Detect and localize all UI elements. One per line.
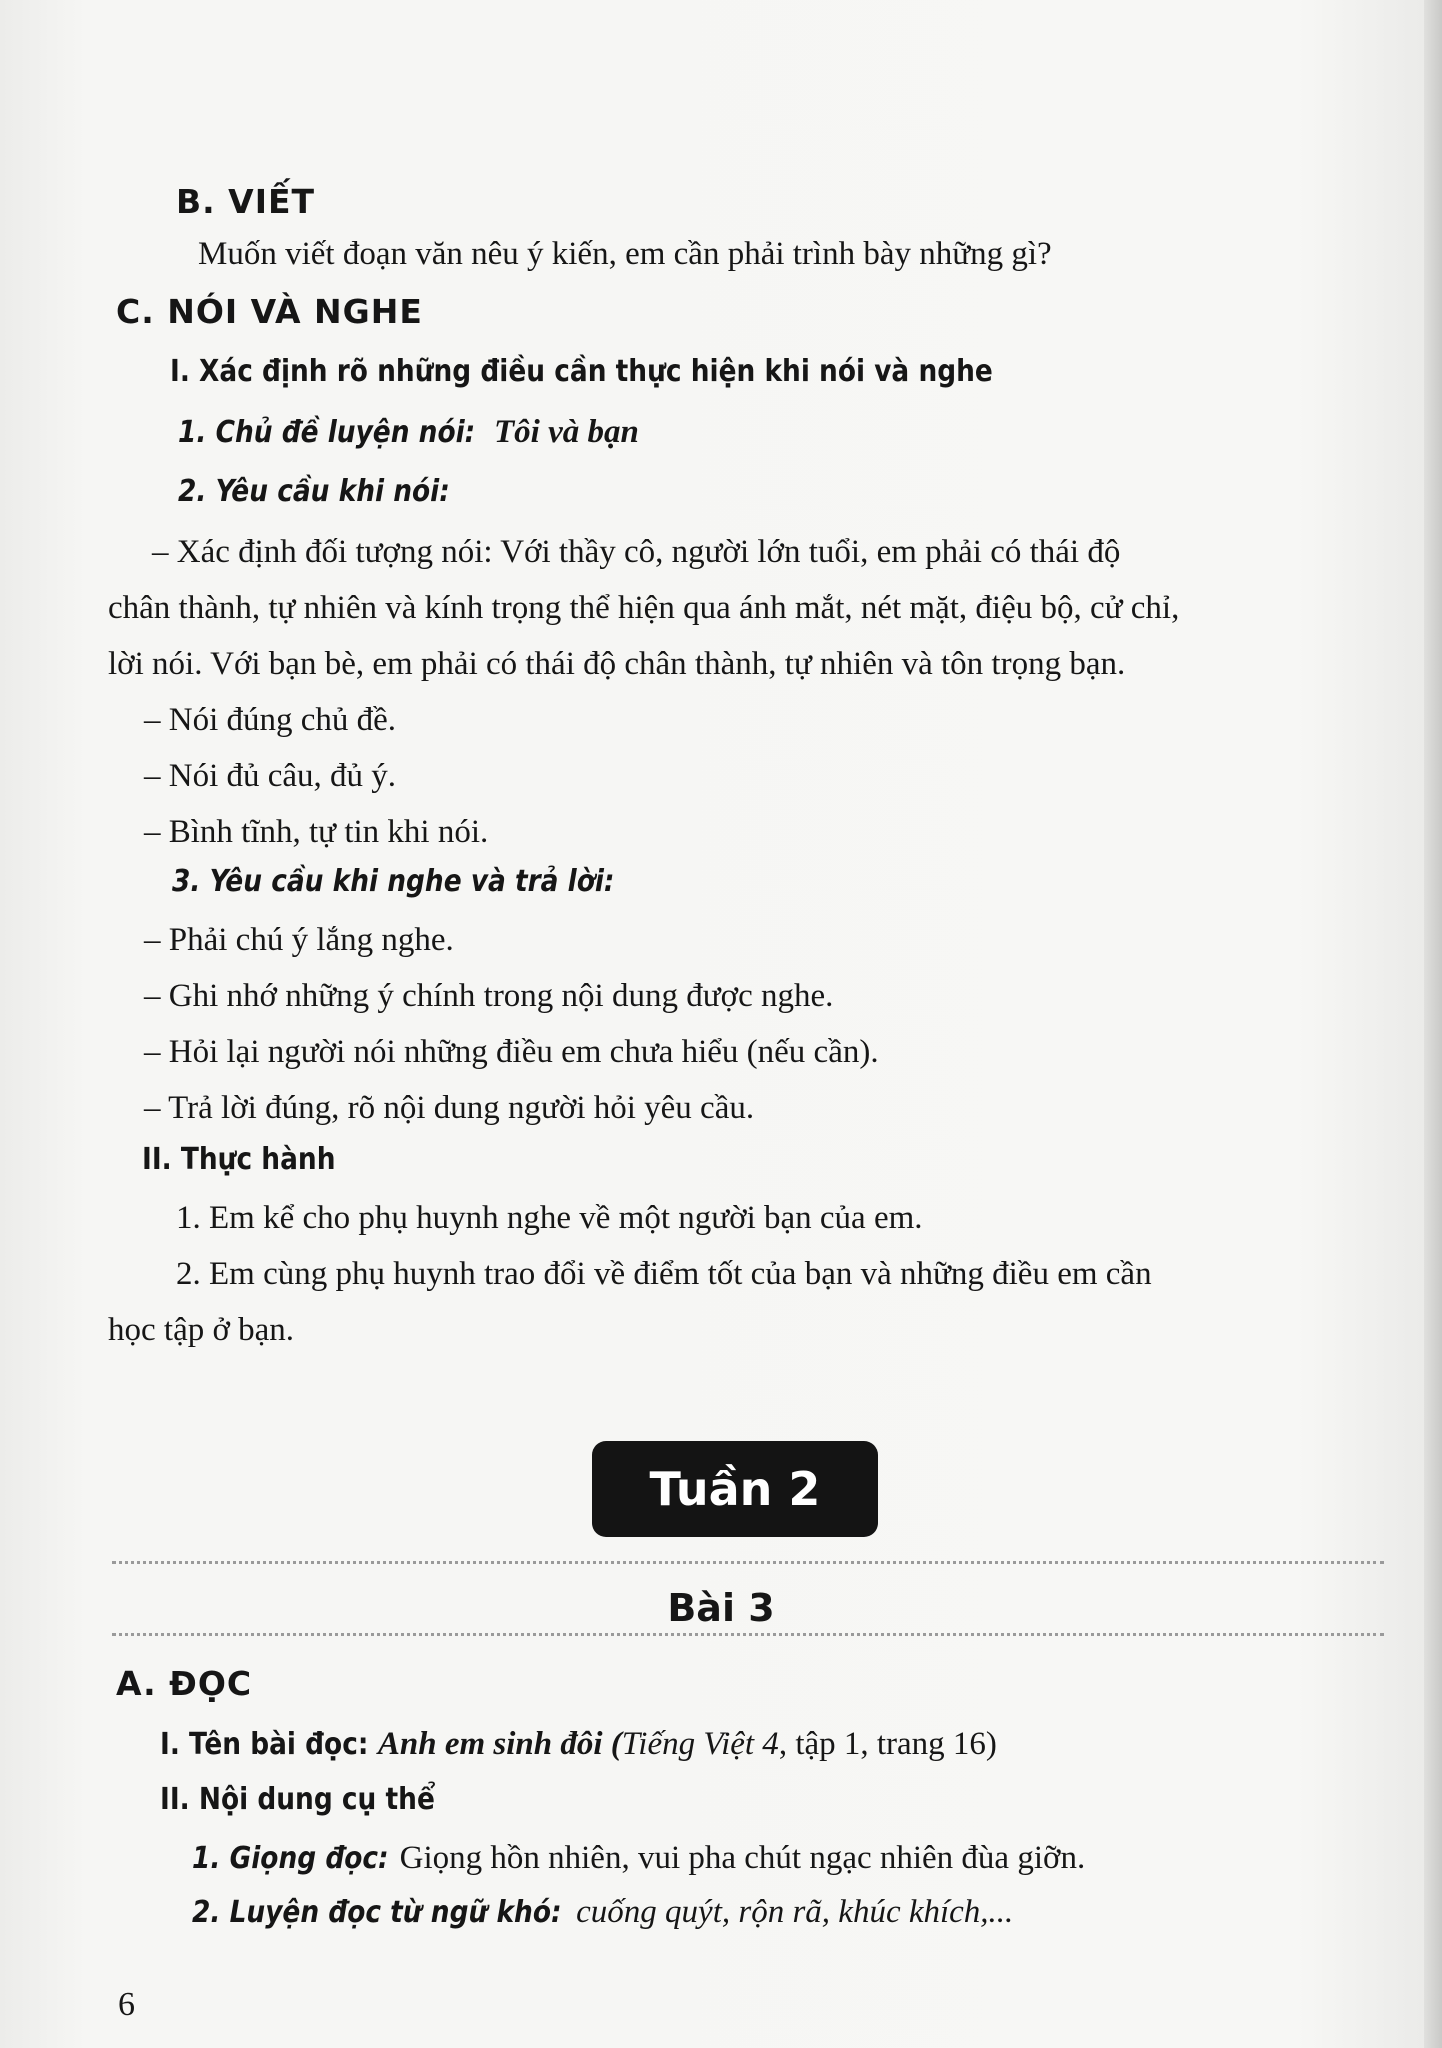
hard-words-label: 2. Luyện đọc từ ngữ khó: [192, 1895, 562, 1930]
topic-line [178, 414, 639, 451]
speak-paragraph-line-1: – Xác định đối tượng nói: Với thầy cô, người lớn tuổi, em phải có thái độ [152, 534, 1121, 570]
heading-viet: B. VIẾT [176, 182, 316, 221]
heading-doc: A. ĐỌC [116, 1664, 253, 1703]
speak-requirements-heading: 2. Yêu cầu khi nói: [178, 474, 450, 509]
hard-words-value: cuống quýt, rộn rã, khúc khích,... [567, 1894, 1014, 1930]
practice-item-2-line-1: 2. Em cùng phụ huynh trao đổi về điểm tốt của bạn và những điều em cần [176, 1256, 1152, 1292]
speak-bullet-3: – Bình tĩnh, tự tin khi nói. [144, 814, 489, 850]
reading-source: , tập 1, trang 16) [778, 1726, 997, 1762]
dotted-divider-bottom [112, 1633, 1384, 1636]
lesson-title: Bài 3 [667, 1586, 775, 1630]
listen-bullet-4: – Trả lời đúng, rõ nội dung người hỏi yêu cầu. [144, 1090, 755, 1126]
week-badge: Tuần 2 [592, 1441, 878, 1537]
listen-bullet-1: – Phải chú ý lắng nghe. [144, 922, 454, 958]
reading-title: Anh em sinh đôi ( [370, 1726, 622, 1762]
speak-bullet-1: – Nói đúng chủ đề. [144, 702, 397, 738]
speak-paragraph-line-3: lời nói. Với bạn bè, em phải có thái độ chân thành, tự nhiên và tôn trọng bạn. [108, 646, 1126, 682]
speak-bullet-2: – Nói đủ câu, đủ ý. [144, 758, 397, 794]
heading-noi-va-nghe: C. NÓI VÀ NGHE [116, 292, 423, 331]
listen-bullet-2: – Ghi nhớ những ý chính trong nội dung được nghe. [144, 978, 834, 1014]
part-2-heading: II. Thực hành [142, 1142, 336, 1177]
reading-part-2-heading: II. Nội dung cụ thể [160, 1782, 435, 1817]
hard-words-line [192, 1894, 1013, 1931]
practice-item-2-line-2: học tập ở bạn. [108, 1312, 295, 1348]
part-1-heading: I. Xác định rõ những điều cần thực hiện khi nói và nghe [170, 354, 993, 389]
page-number: 6 [118, 1986, 135, 2023]
dotted-divider-top [112, 1561, 1384, 1564]
voice-line [192, 1840, 1085, 1877]
voice-label: 1. Giọng đọc: [192, 1841, 389, 1876]
reading-name-label: I. Tên bài đọc: [160, 1727, 369, 1762]
reading-name-line [160, 1726, 997, 1763]
listen-bullet-3: – Hỏi lại người nói những điều em chưa hiểu (nếu cần). [144, 1034, 879, 1070]
listen-requirements-heading: 3. Yêu cầu khi nghe và trả lời: [172, 864, 615, 899]
speak-paragraph-line-2: chân thành, tự nhiên và kính trọng thể hiện qua ánh mắt, nét mặt, điệu bộ, cử chỉ, [108, 590, 1180, 626]
topic-value: Tôi và bạn [485, 414, 639, 450]
page-edge [1424, 0, 1442, 2048]
topic-label: 1. Chủ đề luyện nói: [178, 415, 476, 450]
voice-value: Giọng hồn nhiên, vui pha chút ngạc nhiên đùa giỡn. [391, 1840, 1086, 1876]
practice-item-1: 1. Em kể cho phụ huynh nghe về một người bạn của em. [176, 1200, 923, 1236]
reading-book: Tiếng Việt 4 [621, 1726, 779, 1762]
viet-question: Muốn viết đoạn văn nêu ý kiến, em cần phải trình bày những gì? [198, 236, 1052, 272]
